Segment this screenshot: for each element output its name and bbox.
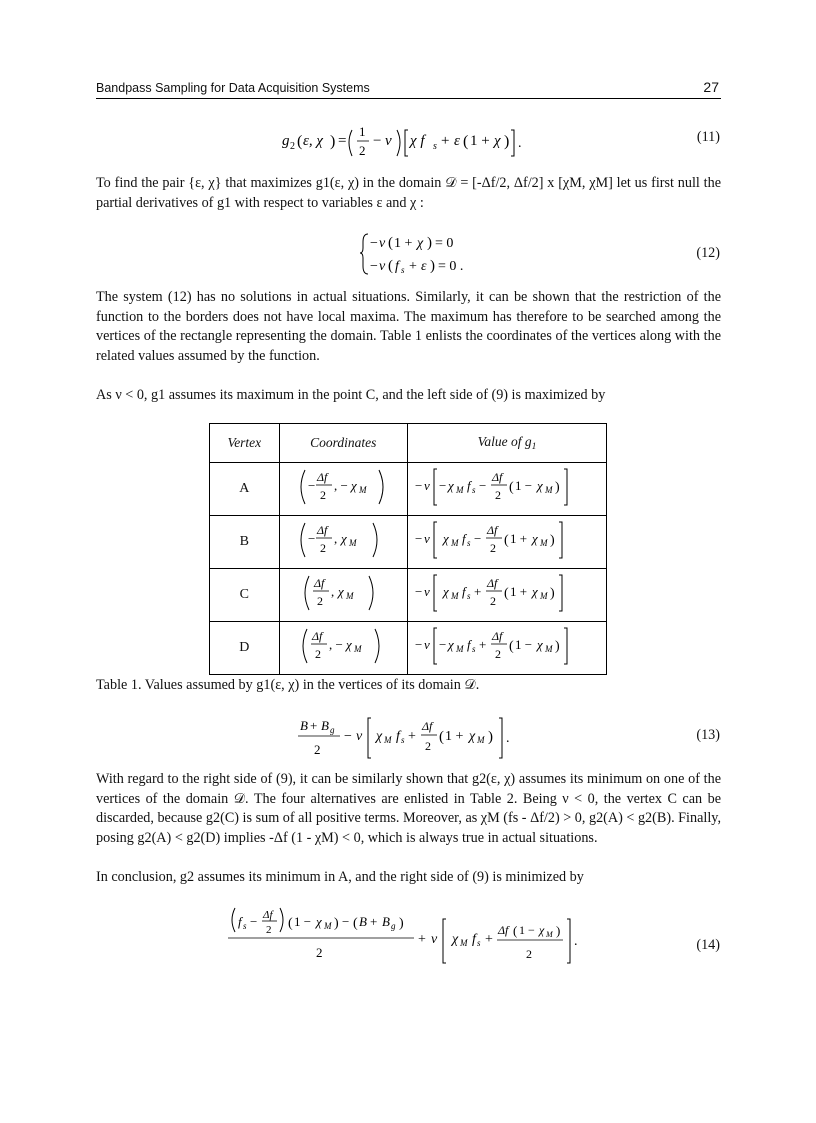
svg-text:−: − [308, 530, 316, 546]
svg-text:M: M [346, 590, 354, 601]
table-cell-vertex: D [210, 622, 280, 675]
svg-text:χ: χ [316, 914, 322, 929]
table-cell-vertex: C [210, 569, 280, 622]
svg-text:2: 2 [495, 646, 501, 661]
svg-text:f: f [462, 583, 466, 599]
table-cell-coordinates [279, 463, 407, 516]
svg-text:f: f [395, 259, 399, 274]
table-caption: Table 1. Values assumed by g1(ε, χ) in the vertices of its domain 𝒟. [96, 677, 480, 693]
equation-14 [226, 905, 606, 969]
paragraph-2: The system (12) has no solutions in actual situations. Similarly, it can be shown that the restriction of the function to the borders does not have local maxima. The maximum has therefore to be searched among the vertices of the rectangle representing the domain. Table 1 enlists the coordinates of the vertices along with the related values assumed by the function. [96, 289, 721, 364]
svg-text:ν: ν [385, 133, 392, 149]
svg-text:ν: ν [379, 236, 386, 251]
svg-text:(: ( [504, 585, 509, 601]
svg-text:s: s [433, 141, 437, 152]
header-title: Bandpass Sampling for Data Acquisition Systems [96, 81, 370, 95]
svg-text:M: M [359, 484, 367, 495]
table-cell-value [408, 516, 607, 569]
svg-text:+: + [409, 259, 417, 274]
svg-text:ν: ν [424, 477, 430, 493]
svg-text:+: + [474, 583, 482, 599]
coordinates-formula-c [293, 572, 393, 614]
svg-text:M: M [540, 537, 548, 548]
svg-text:= 0: = 0 [435, 236, 454, 251]
table-row [210, 516, 607, 569]
svg-text:M: M [324, 921, 332, 931]
svg-text:χ: χ [346, 636, 353, 652]
table-header-vertex: Vertex [210, 424, 280, 463]
paragraph-3: As ν < 0, g1 assumes its maximum in the point C, and the left side of (9) is maximized by [96, 387, 606, 403]
coordinates-formula-b [293, 519, 393, 561]
svg-text:−: − [308, 477, 316, 493]
svg-text:(: ( [288, 916, 293, 931]
svg-text:−: − [439, 636, 447, 652]
svg-text:χ f: χ f [410, 133, 425, 149]
svg-text:Δf: Δf [263, 909, 273, 921]
svg-text:−: − [439, 477, 447, 493]
svg-text:+: + [310, 718, 318, 733]
svg-text:s: s [467, 590, 471, 601]
svg-text:): ) [556, 923, 561, 938]
svg-text:M: M [477, 735, 485, 745]
svg-text:χ: χ [539, 923, 545, 937]
value-formula-c [409, 572, 605, 614]
svg-text:χ: χ [469, 729, 476, 744]
table-cell-vertex: B [210, 516, 280, 569]
svg-text:2: 2 [490, 593, 496, 608]
svg-text:χ: χ [443, 530, 449, 546]
svg-text:χ: χ [448, 636, 454, 652]
svg-text:+: + [485, 932, 493, 947]
svg-text:M: M [460, 938, 468, 948]
svg-text:−: − [474, 530, 482, 546]
svg-text:χ: χ [443, 583, 449, 599]
svg-text:f: f [238, 914, 242, 929]
svg-text:+: + [418, 932, 426, 947]
svg-text:M: M [354, 643, 362, 654]
svg-text:M: M [456, 643, 464, 654]
svg-text:−: − [415, 530, 423, 546]
svg-text:2: 2 [425, 739, 431, 753]
svg-text:): ) [334, 916, 339, 931]
table-header-value: Value of $g_1$ [408, 424, 607, 463]
svg-text:−: − [342, 914, 350, 929]
equation-12-number: (12) [696, 245, 720, 261]
svg-text:f: f [462, 530, 466, 546]
svg-text:(: ( [513, 923, 518, 938]
svg-text:χ: χ [532, 583, 538, 599]
svg-text:): ) [555, 638, 560, 654]
svg-text:1: 1 [359, 124, 366, 139]
svg-text:−: − [415, 636, 423, 652]
value-formula-d [409, 625, 605, 667]
page-number: 27 [703, 79, 719, 95]
svg-text:ν: ν [424, 583, 430, 599]
svg-text:ν: ν [424, 636, 430, 652]
svg-text:B: B [382, 914, 390, 929]
svg-text:M: M [546, 930, 553, 939]
svg-text:g: g [282, 133, 290, 149]
table-row [210, 463, 607, 516]
running-header [96, 80, 721, 99]
svg-text:ε: ε [421, 259, 427, 274]
equation-14-number: (14) [696, 937, 720, 953]
svg-text:(: ( [509, 479, 514, 495]
svg-text:): ) [399, 916, 404, 931]
svg-text:+: + [441, 133, 450, 149]
svg-text:(: ( [439, 729, 444, 745]
svg-text:2: 2 [359, 143, 366, 158]
svg-text:): ) [488, 729, 493, 745]
svg-text:−: − [415, 583, 423, 599]
svg-text:Δf: Δf [492, 628, 503, 643]
svg-text:Δf: Δf [422, 719, 433, 733]
svg-text:+: + [408, 729, 416, 744]
svg-text:M: M [349, 537, 357, 548]
value-formula-a [409, 466, 605, 508]
equation-13 [296, 712, 536, 762]
svg-text:s: s [401, 265, 405, 275]
svg-text:s: s [243, 921, 247, 931]
svg-text:=: = [338, 133, 347, 149]
svg-text:Δf: Δf [312, 628, 323, 643]
svg-text:(: ( [509, 638, 514, 654]
svg-text:): ) [330, 133, 336, 150]
svg-text:.: . [574, 934, 578, 949]
svg-text:χ: χ [537, 636, 543, 652]
table-cell-vertex: A [210, 463, 280, 516]
svg-text:B: B [359, 914, 367, 929]
svg-text:B: B [321, 718, 329, 733]
table-cell-value [408, 569, 607, 622]
svg-text:χ: χ [448, 477, 454, 493]
table-cell-coordinates [279, 516, 407, 569]
svg-text:f: f [396, 729, 400, 744]
svg-text:.: . [518, 136, 522, 151]
svg-text:): ) [550, 532, 555, 548]
svg-text:Δf: Δf [492, 469, 503, 484]
svg-text:2: 2 [490, 540, 496, 555]
table-header-row [210, 424, 607, 463]
svg-text:M: M [451, 590, 459, 601]
svg-text:2: 2 [316, 945, 323, 960]
svg-text:M: M [451, 537, 459, 548]
svg-text:χ: χ [532, 530, 538, 546]
svg-text:2: 2 [317, 593, 324, 608]
svg-text:(: ( [388, 258, 393, 274]
svg-text:1 +: 1 + [394, 236, 413, 251]
svg-text:f: f [467, 477, 471, 493]
svg-text:s: s [477, 938, 481, 948]
svg-text:M: M [540, 590, 548, 601]
svg-text:(: ( [388, 235, 393, 251]
svg-text:, −: , − [334, 477, 349, 493]
svg-text:χ: χ [338, 583, 345, 599]
svg-text:): ) [427, 235, 432, 251]
svg-text:χ: χ [494, 133, 501, 149]
svg-text:f: f [467, 636, 471, 652]
svg-text:−: − [370, 236, 378, 251]
svg-text:ν: ν [424, 530, 430, 546]
svg-text:g: g [391, 921, 396, 931]
svg-text:+: + [370, 914, 378, 929]
paragraph-4: With regard to the right side of (9), it can be similarly shown that g2(ε, χ) assumes its minimum on one of the vertices of the domain 𝒟. The four alternatives are enlisted in Table 2. Being ν < 0, the vertex C can be discarded, because g2(C) is sum of all positive terms. Moreover, as χM (fs - Δf/2) > 0, g2(A) < g2(B). Finally, posing g2(A) < g2(D) implies -Δf (1 - χM) < 0, which is always true in actual situations. [96, 771, 721, 846]
svg-text:Δf: Δf [317, 469, 328, 484]
svg-text:−: − [370, 259, 378, 274]
paragraph-1: To find the pair {ε, χ} that maximizes g1(ε, χ) in the domain 𝒟 = [-Δf/2, Δf/2] x [χM, χM] let us first null the partial derivatives of g1 with respect to variables ε and χ : [96, 175, 721, 211]
table-row [210, 622, 607, 675]
table-header-coordinates: Coordinates [279, 424, 407, 463]
svg-text:2: 2 [315, 646, 322, 661]
table-cell-value [408, 622, 607, 675]
svg-text:1 +: 1 + [510, 530, 528, 546]
table-cell-coordinates [279, 622, 407, 675]
svg-text:χ: χ [417, 236, 424, 251]
svg-text:ν: ν [379, 259, 386, 274]
svg-text:,: , [331, 583, 335, 599]
svg-text:(: ( [353, 916, 358, 931]
svg-text:): ) [555, 479, 560, 495]
svg-text:χ: χ [376, 729, 383, 744]
value-formula-b [409, 519, 605, 561]
table-cell-value [408, 463, 607, 516]
svg-text:1 −: 1 − [515, 477, 533, 493]
svg-text:χ: χ [341, 530, 348, 546]
svg-text:): ) [504, 133, 510, 150]
table-cell-coordinates [279, 569, 407, 622]
svg-text:M: M [456, 484, 464, 495]
coordinates-formula-d [293, 625, 393, 667]
svg-text:s: s [472, 643, 476, 654]
svg-text:χ: χ [452, 932, 459, 947]
svg-text:1 +: 1 + [510, 583, 528, 599]
svg-text:s: s [467, 537, 471, 548]
equation-11 [280, 118, 580, 162]
svg-text:+: + [479, 636, 487, 652]
svg-text:s: s [472, 484, 476, 495]
svg-text:2: 2 [320, 540, 327, 555]
svg-text:): ) [430, 258, 435, 274]
svg-text:−: − [415, 477, 423, 493]
table-row [210, 569, 607, 622]
svg-text:2: 2 [314, 742, 321, 757]
svg-text:Δf: Δf [487, 522, 498, 537]
coordinates-formula-a [293, 466, 393, 508]
svg-text:M: M [545, 484, 553, 495]
svg-text:ε: ε [454, 133, 460, 149]
svg-text:χ: χ [351, 477, 358, 493]
svg-text:χ: χ [537, 477, 543, 493]
svg-text:Δf: Δf [498, 923, 509, 937]
svg-text:1 −: 1 − [519, 923, 535, 937]
g1-symbol: $g_1$ [524, 434, 537, 452]
svg-text:1 +: 1 + [445, 729, 464, 744]
svg-text:M: M [545, 643, 553, 654]
svg-text:1 +: 1 + [470, 133, 490, 149]
svg-text:−: − [373, 133, 382, 149]
svg-text:g: g [330, 725, 335, 735]
svg-text:(: ( [504, 532, 509, 548]
svg-text:ν: ν [431, 932, 438, 947]
svg-text:Δf: Δf [317, 522, 328, 537]
svg-text:Δf: Δf [487, 575, 498, 590]
svg-text:f: f [472, 932, 476, 947]
svg-text:s: s [401, 735, 405, 745]
svg-text:2: 2 [290, 141, 295, 152]
svg-text:Δf: Δf [314, 575, 325, 590]
svg-text:,: , [334, 530, 338, 546]
svg-text:ε, χ: ε, χ [303, 133, 324, 149]
svg-text:1 −: 1 − [294, 914, 312, 929]
svg-text:2: 2 [320, 487, 327, 502]
svg-text:−: − [344, 729, 352, 744]
svg-text:2: 2 [266, 924, 272, 936]
paragraph-5: In conclusion, g2 assumes its minimum in A, and the right side of (9) is minimized by [96, 869, 584, 885]
svg-text:ν: ν [356, 729, 363, 744]
svg-text:2: 2 [526, 947, 532, 961]
vertices-table [209, 423, 607, 675]
equation-13-number: (13) [696, 727, 720, 743]
svg-text:(: ( [463, 133, 469, 150]
svg-text:): ) [550, 585, 555, 601]
svg-text:(: ( [297, 133, 303, 150]
svg-text:2: 2 [495, 487, 501, 502]
svg-text:.: . [506, 731, 510, 746]
svg-text:1 −: 1 − [515, 636, 533, 652]
svg-text:= 0 .: = 0 . [438, 259, 464, 274]
svg-text:−: − [479, 477, 487, 493]
equation-11-number: (11) [696, 129, 720, 145]
svg-text:, −: , − [329, 636, 344, 652]
svg-text:B: B [300, 718, 308, 733]
equation-12 [360, 230, 500, 276]
svg-text:M: M [384, 735, 392, 745]
svg-text:−: − [250, 914, 258, 929]
